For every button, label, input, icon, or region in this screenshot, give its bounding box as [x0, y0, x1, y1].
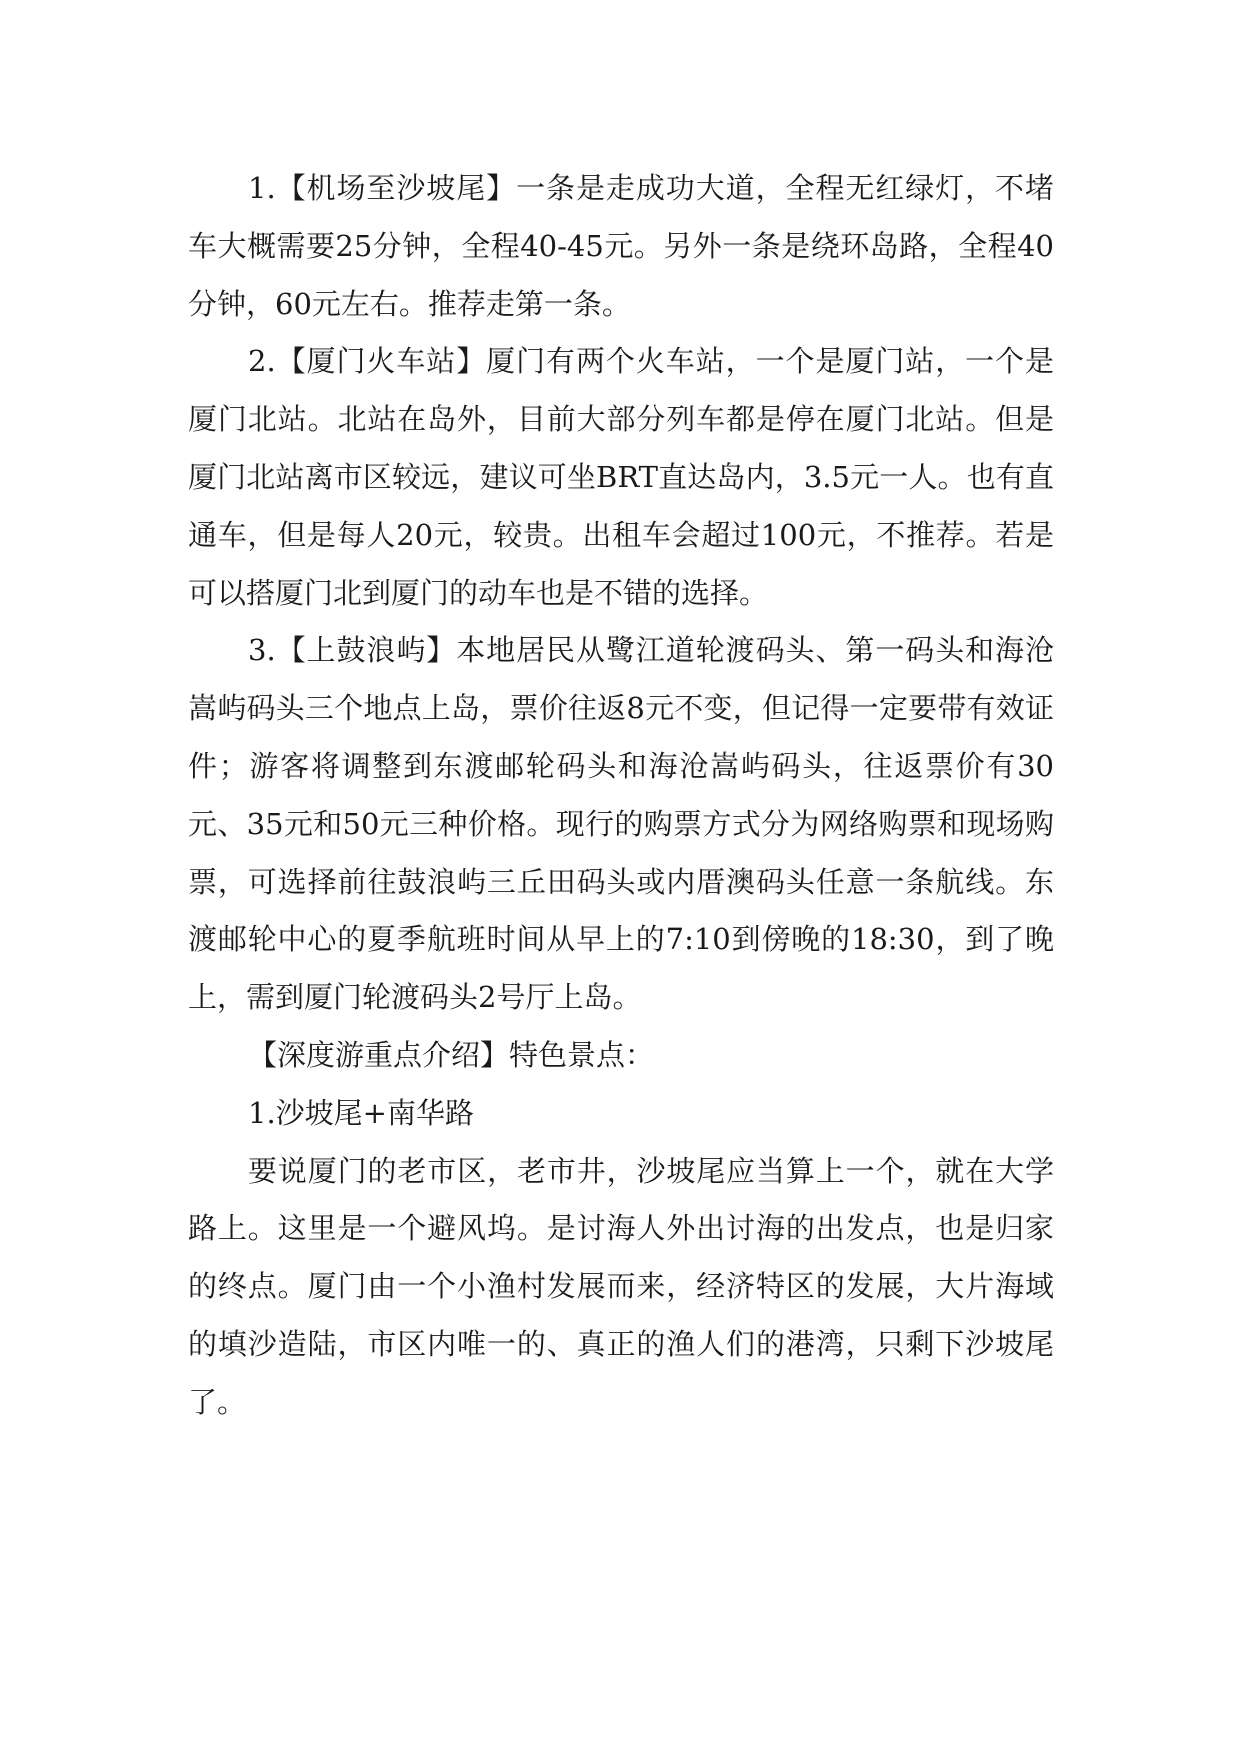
paragraph-train-station: 2.【厦门火车站】厦门有两个火车站，一个是厦门站，一个是厦门北站。北站在岛外，目前大部分列车都是停在厦门北站。但是厦门北站离市区较远，建议可坐BRT直达岛内，3.5元一人。也有直通车，但是每人20元，较贵。出租车会超过100元，不推荐。若是可以搭厦门北到厦门的动车也是不错的选择。: [188, 344, 1054, 610]
subsection-heading: 1.沙坡尾+南华路: [248, 1095, 474, 1130]
paragraph-gulangyu-ferry: 3.【上鼓浪屿】本地居民从鹭江道轮渡码头、第一码头和海沧嵩屿码头三个地点上岛，票价往返8元不变，但记得一定要带有效证件；游客将调整到东渡邮轮码头和海沧嵩屿码头，往返票价有30元、35元和50元三种价格。现行的购票方式分为网络购票和现场购票，可选择前往鼓浪屿三丘田码头或内厝澳码头任意一条航线。东渡邮轮中心的夏季航班时间从早上的7:10到傍晚的18:30，到了晚上，需到厦门轮渡码头2号厅上岛。: [188, 633, 1054, 1015]
document-body: [188, 160, 1054, 1432]
paragraph-airport-route: 1.【机场至沙坡尾】一条是走成功大道，全程无红绿灯，不堵车大概需要25分钟，全程40-45元。另外一条是绕环岛路，全程40分钟，60元左右。推荐走第一条。: [188, 171, 1054, 321]
paragraph-shapowei: 要说厦门的老市区，老市井，沙坡尾应当算上一个，就在大学路上。这里是一个避风坞。是讨海人外出讨海的出发点，也是归家的终点。厦门由一个小渔村发展而来，经济特区的发展，大片海域的填沙造陆，市区内唯一的、真正的渔人们的港湾，只剩下沙坡尾了。: [188, 1153, 1054, 1419]
section-heading: 【深度游重点介绍】特色景点：: [248, 1037, 655, 1072]
